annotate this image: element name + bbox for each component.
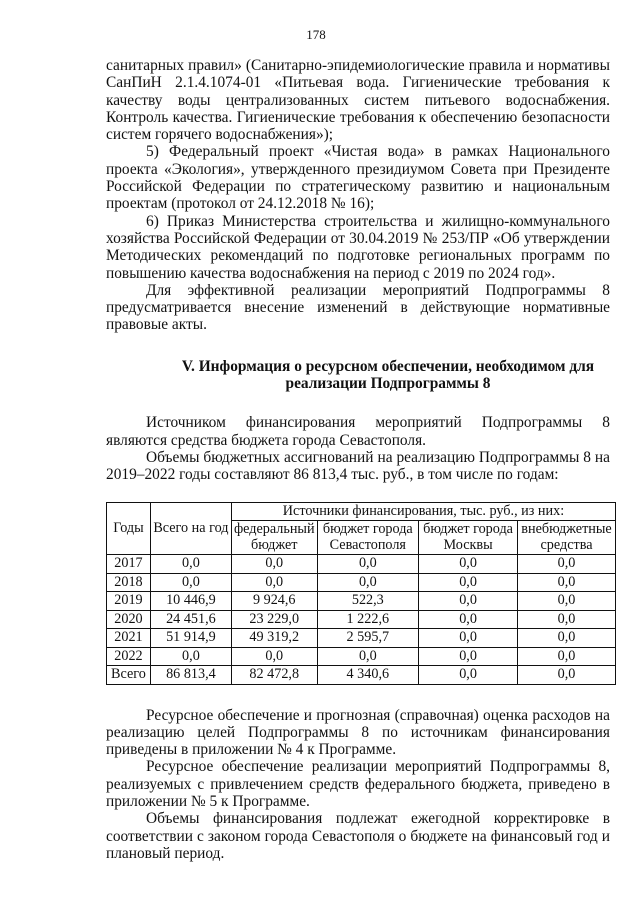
cell-extrabudgetary: 0,0 <box>518 592 616 611</box>
cell-year: 2022 <box>107 647 151 666</box>
funding-table <box>106 502 616 685</box>
cell-sevastopol: 0,0 <box>317 573 419 592</box>
table-row <box>107 555 616 574</box>
cell-federal: 23 229,0 <box>231 610 317 629</box>
cell-extrabudgetary: 0,0 <box>518 610 616 629</box>
header-moscow: бюджет города Москвы <box>419 521 518 555</box>
cell-sevastopol: 1 222,6 <box>317 610 419 629</box>
cell-federal: 9 924,6 <box>231 592 317 611</box>
cell-extrabudgetary: 0,0 <box>518 629 616 648</box>
table-row-total <box>107 666 616 685</box>
cell-total: 0,0 <box>150 647 231 666</box>
paragraph-item-6: 6) Приказ Министерства строительства и жилищно-коммунального хозяйства Российской Федерации от 30.04.2019 № 253/ПР «Об утверждении Методических рекомендаций по подготовке региональных программ по повышению качества водоснабжения на период с 2019 по 2024 год». <box>106 212 610 282</box>
header-sources-group: Источники финансирования, тыс. руб., из них: <box>231 502 615 521</box>
table-row <box>107 629 616 648</box>
cell-total: 51 914,9 <box>150 629 231 648</box>
cell-moscow: 0,0 <box>419 610 518 629</box>
cell-sevastopol: 0,0 <box>317 555 419 574</box>
cell-federal: 0,0 <box>231 555 317 574</box>
paragraph-appendix-4: Ресурсное обеспечение и прогнозная (справочная) оценка расходов на реализацию целей Подпрограммы 8 по источникам финансирования приведены в приложении № 4 к Программе. <box>106 706 610 759</box>
cell-extrabudgetary: 0,0 <box>518 555 616 574</box>
table-header-row <box>107 502 616 521</box>
cell-extrabudgetary: 0,0 <box>518 666 616 685</box>
header-sevastopol: бюджет города Севастополя <box>317 521 419 555</box>
cell-sevastopol: 4 340,6 <box>317 666 419 685</box>
header-extrabudgetary: внебюджетные средства <box>518 521 616 555</box>
cell-federal: 49 319,2 <box>231 629 317 648</box>
cell-moscow: 0,0 <box>419 666 518 685</box>
cell-year: 2020 <box>107 610 151 629</box>
header-years: Годы <box>107 502 151 555</box>
table-row <box>107 647 616 666</box>
cell-moscow: 0,0 <box>419 573 518 592</box>
cell-sevastopol: 0,0 <box>317 647 419 666</box>
table-row <box>107 573 616 592</box>
cell-moscow: 0,0 <box>419 629 518 648</box>
cell-moscow: 0,0 <box>419 555 518 574</box>
paragraph-sanpin: санитарных правил» (Санитарно-эпидемиологические правила и нормативы СанПиН 2.1.4.1074-01 «Питьевая вода. Гигиенические требования к качеству воды централизованных систем питьевого водоснабжения. Контроль качества. Гигиенические требования к обеспечению безопасности систем горячего водоснабжения»); <box>106 57 610 144</box>
paragraph-item-5: 5) Федеральный проект «Чистая вода» в рамках Национального проекта «Экология», утвержденного президиумом Совета при Президенте Российской Федерации по стратегическому развитию и национальным проектам (протокол от 24.12.2018 № 16); <box>106 143 610 213</box>
paragraph-budget-volume: Объемы бюджетных ассигнований на реализацию Подпрограммы 8 на 2019–2022 годы составляют 86 813,4 тыс. руб., в том числе по годам: <box>106 448 610 484</box>
header-total: Всего на год <box>150 502 231 555</box>
cell-federal: 0,0 <box>231 573 317 592</box>
cell-sevastopol: 522,3 <box>317 592 419 611</box>
cell-total: 0,0 <box>150 555 231 574</box>
cell-total: 86 813,4 <box>150 666 231 685</box>
cell-total: 0,0 <box>150 573 231 592</box>
cell-federal: 82 472,8 <box>231 666 317 685</box>
cell-extrabudgetary: 0,0 <box>518 647 616 666</box>
table-row <box>107 610 616 629</box>
paragraph-legal-changes: Для эффективной реализации мероприятий Подпрограммы 8 предусматривается внесение изменений в действующие нормативные правовые акты. <box>106 281 610 334</box>
cell-total: 10 446,9 <box>150 592 231 611</box>
page-number: 178 <box>306 27 326 42</box>
table-row <box>107 592 616 611</box>
cell-year: 2021 <box>107 629 151 648</box>
cell-moscow: 0,0 <box>419 592 518 611</box>
document-body <box>106 57 610 862</box>
cell-year: 2019 <box>107 592 151 611</box>
cell-extrabudgetary: 0,0 <box>518 573 616 592</box>
cell-moscow: 0,0 <box>419 647 518 666</box>
section-heading: V. Информация о ресурсном обеспечении, необходимом для реализации Подпрограммы 8 <box>181 357 595 393</box>
cell-year: 2018 <box>107 573 151 592</box>
paragraph-appendix-5: Ресурсное обеспечение реализации мероприятий Подпрограммы 8, реализуемых с привлечением средств федерального бюджета, приведено в приложении № 5 к Программе. <box>106 758 610 811</box>
cell-federal: 0,0 <box>231 647 317 666</box>
header-federal: федеральный бюджет <box>231 521 317 555</box>
cell-year: Всего <box>107 666 151 685</box>
cell-sevastopol: 2 595,7 <box>317 629 419 648</box>
paragraph-annual-adjustment: Объемы финансирования подлежат ежегодной корректировке в соответствии с законом города Севастополя о бюджете на финансовый год и плановый период. <box>106 810 610 862</box>
cell-year: 2017 <box>107 555 151 574</box>
cell-total: 24 451,6 <box>150 610 231 629</box>
paragraph-funding-source: Источником финансирования мероприятий Подпрограммы 8 являются средства бюджета города Севастополя. <box>106 414 610 449</box>
